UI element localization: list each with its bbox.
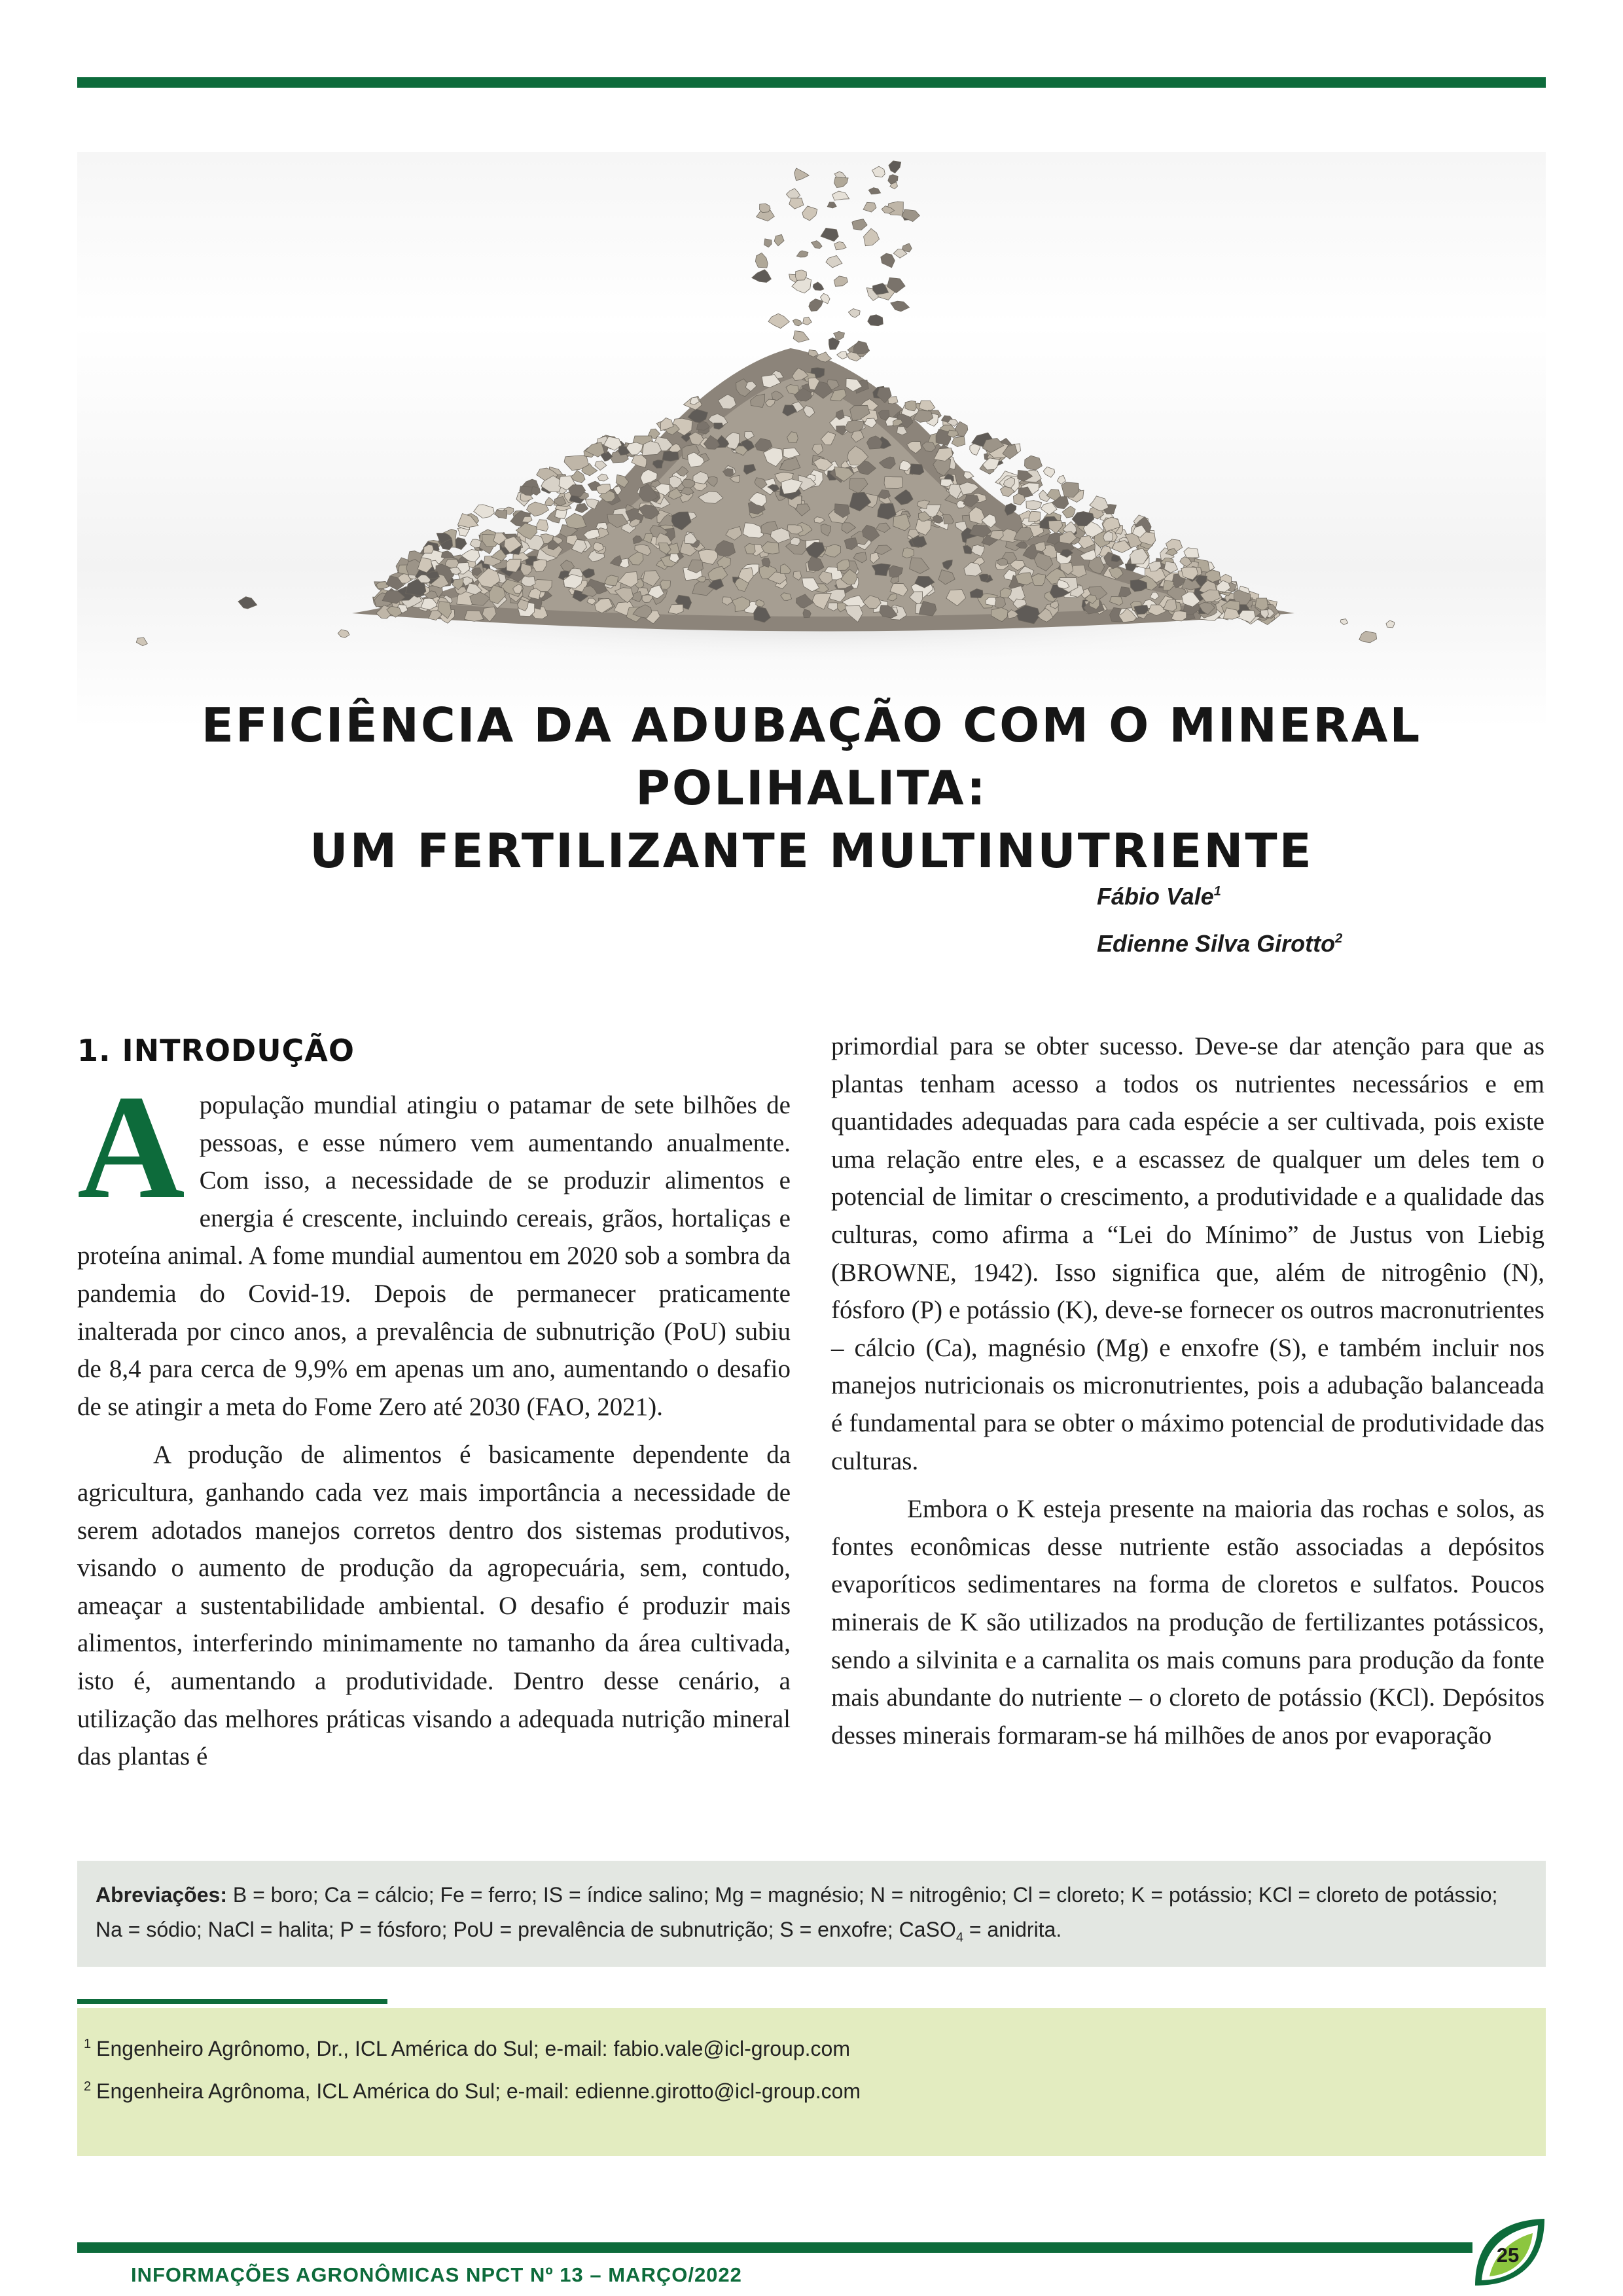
footnote-2 <box>84 2068 1539 2110</box>
hero-photo-mineral-granules <box>77 152 1546 728</box>
section-heading: 1. INTRODUÇÃO <box>77 1033 355 1068</box>
title-line-2: UM FERTILIZANTE MULTINUTRIENTE <box>310 823 1313 878</box>
author-1 <box>1097 870 1342 918</box>
abbreviations-text-end: = anidrita. <box>963 1918 1062 1941</box>
drop-cap: A <box>77 1065 185 1230</box>
author-list <box>1097 870 1342 965</box>
author-name: Fábio Vale <box>1097 883 1214 910</box>
paragraph-text: população mundial atingiu o patamar de sete bilhões de pessoas, e esse número vem aumentando anualmente. Com isso, a necessidade de se produzir alimentos e energia é crescente, incluindo cereais, grãos, hortaliças e proteína animal. A fome mundial aumentou em 2020 sob a sombra da pandemia do Covid-19. Depois de permanecer praticamente inalterada por cinco anos, a prevalência de subnutrição (PoU) subiu de 8,4 para cerca de 9,9% em apenas um ano, aumentando o desafio de se atingir a meta do Fome Zero até 2030 (FAO, 2021). <box>77 1091 791 1421</box>
bottom-rule <box>77 2242 1472 2253</box>
footnote-text: Engenheiro Agrônomo, Dr., ICL América do Sul; e-mail: fabio.vale@icl-group.com <box>96 2037 850 2060</box>
abbreviations-label: Abreviações: <box>96 1883 227 1907</box>
paragraph <box>77 1065 791 1426</box>
paragraph: Embora o K esteja presente na maioria das rochas e solos, as fontes econômicas desse nutriente estão associadas a depósitos evaporíticos sedimentares na forma de cloretos e sulfatos. Poucos minerais de K são utilizados na produção de fertilizantes potássicos, sendo a silvinita e a carnalita os mais comuns para produção da fonte mais abundante do nutriente – o cloreto de potássio (KCl). Depósitos desses minerais formaram-se há milhões de anos por evaporação <box>831 1495 1544 1749</box>
abbreviations-box <box>77 1861 1546 1967</box>
paragraph: primordial para se obter sucesso. Deve-se dar atenção para que as plantas tenham acesso a todos os nutrientes necessários e em quantidades adequadas para cada espécie a ser cultivada, pois existe uma relação entre eles, e a escassez de qualquer um deles tem o potencial de limitar o crescimento, a produtividade e a qualidade das culturas, como afirma a “Lei do Mínimo” de Justus von Liebig (BROWNE, 1942). Isso significa que, além de nitrogênio (N), fósforo (P) e potássio (K), deve-se fornecer os outros macronutrientes – cálcio (Ca), magnésio (Mg) e enxofre (S), e também incluir nos manejos nutricionais os micronutrientes, pois a adubação balanceada é fundamental para se obter o máximo potencial de produtividade das culturas. <box>831 1032 1544 1475</box>
right-column <box>831 1028 1544 1754</box>
abbreviations-subscript: 4 <box>955 1930 963 1945</box>
footnotes-box <box>77 2008 1546 2156</box>
top-rule <box>77 77 1546 88</box>
footnote-text: Engenheira Agrônoma, ICL América do Sul; e-mail: edienne.girotto@icl-group.com <box>96 2079 861 2103</box>
author-ref: 2 <box>1335 931 1343 946</box>
title-line-1: EFICIÊNCIA DA ADUBAÇÃO COM O MINERAL POLIHALITA: <box>201 698 1422 816</box>
paragraph: A produção de alimentos é basicamente dependente da agricultura, ganhando cada vez mais importância a necessidade de serem adotados manejos corretos dentro dos sistemas produtivos, visando o aumento de produção da agropecuária, sem, contudo, ameaçar a sustentabilidade ambiental. O desafio é produzir mais alimentos, interferindo minimamente no tamanho da área cultivada, isto é, aumentando a produtividade. Dentro desse cenário, a utilização das melhores práticas visando a adequada nutrição mineral das plantas é <box>77 1441 791 1771</box>
footnote-rule <box>77 1999 387 2004</box>
author-ref: 1 <box>1213 884 1221 899</box>
abbreviations-text: B = boro; Ca = cálcio; Fe = ferro; IS = índice salino; Mg = magnésio; N = nitrogênio; Cl = cloreto; K = potássio; KCl = cloreto de potássio; Na = sódio; NaCl = halita; P = fósforo; PoU = prevalência de subnutrição; S = enxofre; CaSO <box>96 1883 1498 1941</box>
article-title <box>77 694 1546 882</box>
footnote-ref: 2 <box>84 2079 92 2094</box>
page-number: 25 <box>1496 2244 1520 2267</box>
author-2 <box>1097 918 1342 965</box>
author-name: Edienne Silva Girotto <box>1097 930 1336 957</box>
journal-footer: INFORMAÇÕES AGRONÔMICAS NPCT Nº 13 – MARÇO/2022 <box>131 2263 742 2286</box>
footnote-1 <box>84 2025 1539 2068</box>
footnote-ref: 1 <box>84 2037 92 2051</box>
left-column <box>77 1028 791 1776</box>
